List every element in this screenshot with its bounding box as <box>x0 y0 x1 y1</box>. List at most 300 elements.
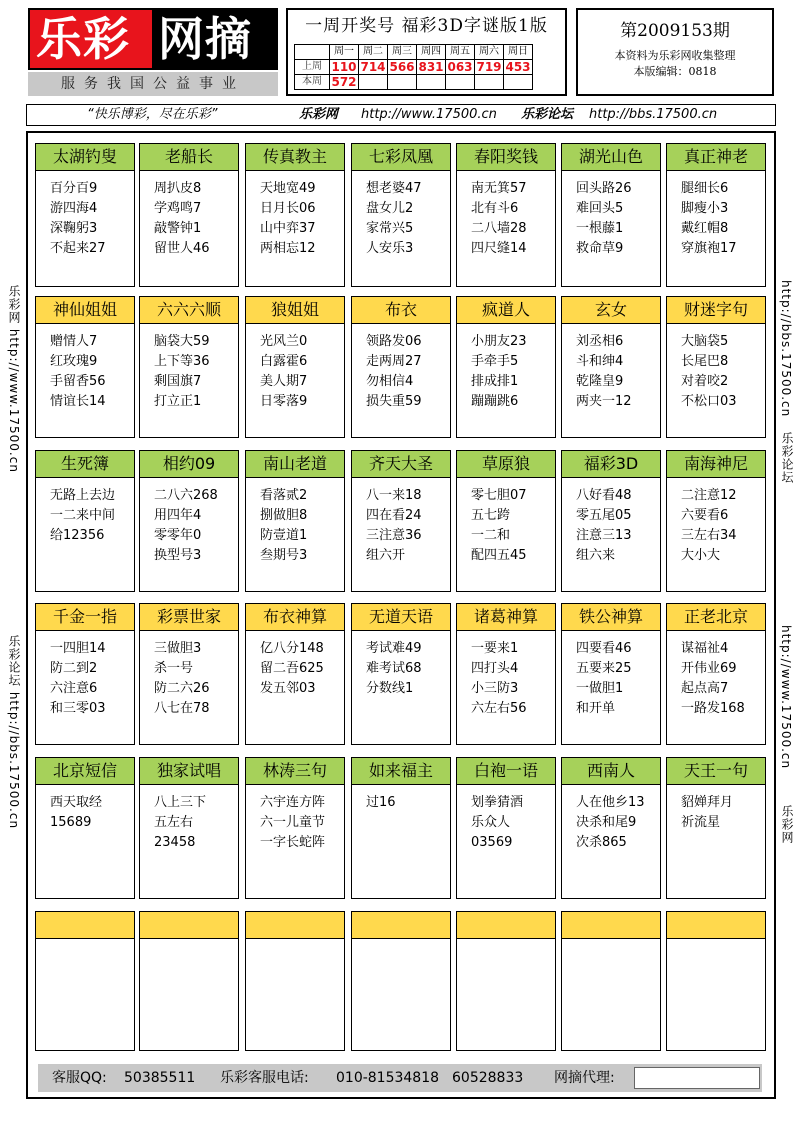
tip-line: 一路发168 <box>681 701 745 716</box>
tip-line: 15689 <box>50 815 92 830</box>
tip-line: 五左右 <box>154 815 194 830</box>
tip-line: 零五尾05 <box>576 508 632 523</box>
tip-line <box>366 699 450 719</box>
tip-card <box>139 450 239 592</box>
draw-number <box>475 75 504 90</box>
tip-line <box>260 853 344 873</box>
tip-card-title: 湖光山色 <box>562 144 660 171</box>
tip-line: 排成排1 <box>471 374 519 389</box>
tip-card-body <box>352 324 450 412</box>
tip-card <box>561 450 661 592</box>
tip-line: 六注意6 <box>50 681 98 696</box>
tip-line: 八好看48 <box>576 488 632 503</box>
tip-line <box>576 987 660 1007</box>
tip-line: 家常兴5 <box>366 221 414 236</box>
tip-card-title: 七彩凤凰 <box>352 144 450 171</box>
banner-site-name: 乐彩网 <box>299 107 339 122</box>
day-header: 周六 <box>475 45 504 60</box>
banner-quote: “快乐博彩，尽在乐彩” <box>87 107 218 122</box>
tip-card <box>351 450 451 592</box>
tip-line: 三做胆3 <box>154 641 202 656</box>
tip-line: 六左右56 <box>471 701 527 716</box>
tip-line: 组六开 <box>366 548 406 563</box>
tip-line: 难考试68 <box>366 661 422 676</box>
tip-line: 和开单 <box>576 701 616 716</box>
tip-card-title: 六六六顺 <box>140 297 238 324</box>
tip-line: 五七跨 <box>471 508 511 523</box>
tip-line <box>471 947 555 967</box>
tip-card <box>666 450 766 592</box>
tip-card-body <box>667 171 765 259</box>
tip-card-body <box>36 171 134 259</box>
tip-line: 看落贰2 <box>260 488 308 503</box>
footer-qq: 50385511 <box>124 1070 196 1086</box>
tip-card-body <box>140 631 238 719</box>
tip-line <box>50 1007 134 1027</box>
tip-line: 一四胆14 <box>50 641 106 656</box>
tip-line <box>366 833 450 853</box>
tip-line: 想老婆47 <box>366 181 422 196</box>
tip-line: 不起来27 <box>50 241 106 256</box>
issue-panel <box>576 8 774 96</box>
tip-line: 划拳猜酒 <box>471 795 524 810</box>
side-right-bottom: 乐彩网 <box>780 805 794 844</box>
tip-line: 六要看6 <box>681 508 729 523</box>
tip-card <box>139 296 239 438</box>
tip-card <box>139 603 239 745</box>
tip-card-title: 白袍一语 <box>457 758 555 785</box>
tip-line: 给12356 <box>50 528 105 543</box>
tip-card <box>351 143 451 287</box>
day-header: 周三 <box>388 45 417 60</box>
tip-line: 山中弈37 <box>260 221 316 236</box>
tip-card <box>561 143 661 287</box>
tip-card-body <box>36 939 134 1027</box>
tip-line: 八七在78 <box>154 701 210 716</box>
tip-card <box>245 450 345 592</box>
tip-card-title: 福彩3D <box>562 451 660 478</box>
tip-line <box>366 947 450 967</box>
tip-line: 走两周27 <box>366 354 422 369</box>
tip-line: 零零年0 <box>154 528 202 543</box>
draw-panel <box>286 8 567 96</box>
tip-line: 人在他乡13 <box>576 795 645 810</box>
tip-card <box>666 757 766 899</box>
tip-line: 穿旗袍17 <box>681 241 737 256</box>
tip-card-title: 狼姐姐 <box>246 297 344 324</box>
tip-card <box>351 757 451 899</box>
tip-line <box>50 947 134 967</box>
draw-number: 719 <box>476 60 502 74</box>
tip-line: 一二来中间 <box>50 508 116 523</box>
tip-card <box>35 603 135 745</box>
tip-card <box>561 296 661 438</box>
tip-card-body <box>246 785 344 873</box>
tip-card-title: 财迷字句 <box>667 297 765 324</box>
tip-card-title <box>352 912 450 939</box>
tip-line: 剩国旗7 <box>154 374 202 389</box>
tip-card-title: 布衣 <box>352 297 450 324</box>
tip-card <box>35 911 135 1051</box>
slogan: 服务我国公益事业 <box>28 72 278 96</box>
tip-card <box>139 911 239 1051</box>
tip-line: 大脑袋5 <box>681 334 729 349</box>
tip-line: 日月长06 <box>260 201 316 216</box>
tip-line <box>154 967 238 987</box>
tip-card-body <box>246 631 344 719</box>
tip-line: 一字长蛇阵 <box>260 835 326 850</box>
tip-line: 斗和绅4 <box>576 354 624 369</box>
tip-card-body <box>352 478 450 566</box>
tip-card <box>666 143 766 287</box>
issue-number: 第2009153期 <box>620 21 730 41</box>
tip-line: 杀一号 <box>154 661 194 676</box>
banner-site-url[interactable]: http://www.17500.cn <box>361 107 497 122</box>
tip-card-title: 神仙姐姐 <box>36 297 134 324</box>
tip-line: 勿相信4 <box>366 374 414 389</box>
tip-card-title: 传真教主 <box>246 144 344 171</box>
tip-card-body <box>352 631 450 719</box>
tip-card <box>35 296 135 438</box>
tip-card <box>456 143 556 287</box>
side-left-top: 乐彩网 http://www.17500.cn <box>7 285 21 473</box>
draw-number: 572 <box>331 75 357 89</box>
tip-line: 一根藤1 <box>576 221 624 236</box>
tip-card-title <box>562 912 660 939</box>
tip-card-body <box>562 171 660 259</box>
tip-line: 西天取经 <box>50 795 103 810</box>
tip-card-body <box>562 478 660 566</box>
tip-line: 对着咬2 <box>681 374 729 389</box>
logo-text-right: 网摘 <box>158 12 252 66</box>
tip-card-title: 南海神尼 <box>667 451 765 478</box>
tip-line: 貂婵拜月 <box>681 795 734 810</box>
tip-card-title: 彩票世家 <box>140 604 238 631</box>
tip-card <box>351 911 451 1051</box>
tip-card <box>456 603 556 745</box>
tip-line: 白露霍6 <box>260 354 308 369</box>
tip-line <box>681 853 765 873</box>
tip-line: 和三零03 <box>50 701 106 716</box>
tip-line <box>576 947 660 967</box>
tip-line <box>50 967 134 987</box>
tip-line: 捌做胆8 <box>260 508 308 523</box>
draw-table <box>294 44 533 90</box>
tip-card-body <box>36 324 134 412</box>
tip-line: 乾隆皇9 <box>576 374 624 389</box>
tip-line: 手牵手5 <box>471 354 519 369</box>
tip-card <box>456 296 556 438</box>
tip-line: 组六来 <box>576 548 616 563</box>
tip-card-body <box>140 478 238 566</box>
tip-line <box>576 853 660 873</box>
tip-line: 开伟业69 <box>681 661 737 676</box>
tip-card <box>139 757 239 899</box>
tip-card <box>666 296 766 438</box>
tip-line: 防二到2 <box>50 661 98 676</box>
tip-line: 四尺缝14 <box>471 241 527 256</box>
tip-card-title: 布衣神算 <box>246 604 344 631</box>
tip-line: 03569 <box>471 835 513 850</box>
tip-line: 发五邻03 <box>260 681 316 696</box>
banner-forum-name: 乐彩论坛 <box>521 107 574 122</box>
tip-card <box>561 911 661 1051</box>
tip-line: 天地宽49 <box>260 181 316 196</box>
tip-line: 情谊长14 <box>50 394 106 409</box>
tip-line: 戴红帽8 <box>681 221 729 236</box>
tip-line: 北有斗6 <box>471 201 519 216</box>
tip-card <box>561 757 661 899</box>
side-right-mid: 乐彩论坛 <box>780 432 794 484</box>
day-header: 周四 <box>417 45 446 60</box>
tip-line: 长尾巴8 <box>681 354 729 369</box>
tip-line <box>50 833 134 853</box>
tip-line <box>50 853 134 873</box>
draw-number: 566 <box>389 60 415 74</box>
tip-line: 无路上去边 <box>50 488 116 503</box>
footer-tel: 010-81534818 <box>336 1070 440 1086</box>
draw-number: 110 <box>331 60 357 74</box>
row-label: 本周 <box>295 75 330 90</box>
day-header: 周日 <box>504 45 533 60</box>
tip-line: 两夹一12 <box>576 394 632 409</box>
tip-card-body <box>457 785 555 873</box>
tip-line <box>681 833 765 853</box>
tip-line <box>366 853 450 873</box>
tip-card-title: 玄女 <box>562 297 660 324</box>
logo-text-left: 乐彩 <box>36 12 130 66</box>
side-right-lower: http://www.17500.cn <box>779 625 793 770</box>
tip-line: 四在看24 <box>366 508 422 523</box>
tip-line: 注意三13 <box>576 528 632 543</box>
tip-line: 一做胆1 <box>576 681 624 696</box>
tip-line: 腿细长6 <box>681 181 729 196</box>
tip-card-body <box>140 785 238 873</box>
draw-number <box>504 75 533 90</box>
banner-forum-url[interactable]: http://bbs.17500.cn <box>589 107 718 122</box>
side-right-top: http://bbs.17500.cn <box>779 280 793 418</box>
footer <box>38 1064 762 1092</box>
tip-line: 大小大 <box>681 548 721 563</box>
tip-card-title: 齐天大圣 <box>352 451 450 478</box>
draw-number: 453 <box>505 60 531 74</box>
side-left-bottom: 乐彩论坛 http://bbs.17500.cn <box>7 635 21 830</box>
tip-line: 防二六26 <box>154 681 210 696</box>
tip-card-title: 千金一指 <box>36 604 134 631</box>
tip-line: 起点高7 <box>681 681 729 696</box>
tip-card-body <box>667 324 765 412</box>
draw-title: 一周开奖号 福彩3D字谜版1版 <box>305 16 548 36</box>
tip-line: 八上三下 <box>154 795 207 810</box>
tip-line: 祈流星 <box>681 815 721 830</box>
tip-line: 二八墙28 <box>471 221 527 236</box>
tip-line: 周扒皮8 <box>154 181 202 196</box>
tip-card-title <box>667 912 765 939</box>
tip-line <box>260 699 344 719</box>
tip-line <box>50 987 134 1007</box>
tip-line: 四打头4 <box>471 661 519 676</box>
tip-line: 脑袋大59 <box>154 334 210 349</box>
tip-card-title: 西南人 <box>562 758 660 785</box>
tip-card-title: 正老北京 <box>667 604 765 631</box>
tip-card-title: 南山老道 <box>246 451 344 478</box>
tip-card-title: 老船长 <box>140 144 238 171</box>
agent-input-box[interactable] <box>634 1067 760 1089</box>
tip-card <box>35 757 135 899</box>
tip-card-body <box>562 785 660 873</box>
tip-line: 刘丞相6 <box>576 334 624 349</box>
tip-card-body <box>667 939 765 1027</box>
tip-card-title: 如来福主 <box>352 758 450 785</box>
tip-line <box>471 853 555 873</box>
tip-line: 用四年4 <box>154 508 202 523</box>
tip-card-body <box>140 324 238 412</box>
tip-card-title: 北京短信 <box>36 758 134 785</box>
tip-card <box>245 143 345 287</box>
draw-number: 063 <box>447 60 473 74</box>
tip-card <box>245 603 345 745</box>
tip-line: 三注意36 <box>366 528 422 543</box>
footer-tel-label: 乐彩客服电话: <box>220 1070 309 1086</box>
tip-line: 领路发06 <box>366 334 422 349</box>
tip-card <box>139 143 239 287</box>
tip-line: 叁期号3 <box>260 548 308 563</box>
tip-line: 三左右34 <box>681 528 737 543</box>
tip-card-title: 林涛三句 <box>246 758 344 785</box>
tip-card-title: 无道天语 <box>352 604 450 631</box>
tip-card-body <box>667 478 765 566</box>
tip-card-body <box>457 478 555 566</box>
tip-line: 上下等36 <box>154 354 210 369</box>
day-header: 周二 <box>359 45 388 60</box>
tip-card-body <box>36 478 134 566</box>
tip-card-title <box>246 912 344 939</box>
tip-card-body <box>457 324 555 412</box>
tip-line: 换型号3 <box>154 548 202 563</box>
tip-card-body <box>246 324 344 412</box>
tip-card <box>351 296 451 438</box>
tip-card <box>35 450 135 592</box>
day-header: 周一 <box>330 45 359 60</box>
tip-card-body <box>352 171 450 259</box>
tip-line <box>681 987 765 1007</box>
tip-line: 八一来18 <box>366 488 422 503</box>
tip-line: 亿八分148 <box>260 641 324 656</box>
tip-card <box>245 911 345 1051</box>
tip-line: 23458 <box>154 835 196 850</box>
tip-card-body <box>667 785 765 873</box>
tip-card <box>456 911 556 1051</box>
tip-line <box>681 947 765 967</box>
logo <box>28 8 278 70</box>
tip-card-title: 天王一句 <box>667 758 765 785</box>
tip-line: 小三防3 <box>471 681 519 696</box>
tip-card <box>666 603 766 745</box>
row-label: 上周 <box>295 60 330 75</box>
tip-card <box>35 143 135 287</box>
tip-card-title <box>457 912 555 939</box>
tip-line: 手留香56 <box>50 374 106 389</box>
tip-line: 配四五45 <box>471 548 527 563</box>
tip-line: 五要来25 <box>576 661 632 676</box>
tip-line <box>154 853 238 873</box>
tip-line: 难回头5 <box>576 201 624 216</box>
tip-line: 赠情人7 <box>50 334 98 349</box>
tip-line: 不松口03 <box>681 394 737 409</box>
draw-corner <box>295 45 330 60</box>
tip-line: 红玫瑰9 <box>50 354 98 369</box>
tip-line <box>471 1007 555 1027</box>
tip-line: 脚瘦小3 <box>681 201 729 216</box>
tip-card <box>456 450 556 592</box>
tip-line: 学鸡鸣7 <box>154 201 202 216</box>
tip-line <box>366 967 450 987</box>
tip-card <box>561 603 661 745</box>
banner <box>26 104 776 126</box>
tip-card <box>456 757 556 899</box>
tip-line: 留二吾625 <box>260 661 324 676</box>
issue-editor: 本版编辑：0818 <box>633 65 717 78</box>
tip-line: 决杀和尾9 <box>576 815 637 830</box>
tip-line: 防壹道1 <box>260 528 308 543</box>
tip-line: 打立正1 <box>154 394 202 409</box>
tip-card-body <box>352 939 450 1027</box>
tip-card-title: 生死簿 <box>36 451 134 478</box>
tip-card-title: 铁公神算 <box>562 604 660 631</box>
tip-line: 谋福祉4 <box>681 641 729 656</box>
draw-number <box>446 75 475 90</box>
tip-line: 救命草9 <box>576 241 624 256</box>
tip-card-body <box>457 631 555 719</box>
tip-card-title <box>140 912 238 939</box>
tip-line: 考试难49 <box>366 641 422 656</box>
draw-number <box>359 75 388 90</box>
issue-source: 本资料为乐彩网收集整理 <box>614 49 736 62</box>
tip-line <box>260 1007 344 1027</box>
tip-line <box>260 987 344 1007</box>
tip-card-title: 诸葛神算 <box>457 604 555 631</box>
tip-line: 深鞠躬3 <box>50 221 98 236</box>
tip-card-body <box>562 631 660 719</box>
tip-card-title: 独家试唱 <box>140 758 238 785</box>
tip-line <box>681 967 765 987</box>
tip-card-body <box>352 785 450 873</box>
tip-line: 两相忘12 <box>260 241 316 256</box>
tip-card-body <box>246 939 344 1027</box>
tip-line: 一要来1 <box>471 641 519 656</box>
tip-card-title: 草原狼 <box>457 451 555 478</box>
tip-card-body <box>140 939 238 1027</box>
tip-line <box>576 1007 660 1027</box>
tip-line <box>366 1007 450 1027</box>
tip-line: 二八六268 <box>154 488 218 503</box>
tip-line: 过16 <box>366 795 396 810</box>
tip-card-body <box>36 631 134 719</box>
tip-line: 损失重59 <box>366 394 422 409</box>
tip-line: 光风兰0 <box>260 334 308 349</box>
tip-line: 四要看46 <box>576 641 632 656</box>
tip-card <box>666 911 766 1051</box>
tip-line <box>681 1007 765 1027</box>
tip-card-body <box>562 324 660 412</box>
tip-line: 六宇连方阵 <box>260 795 326 810</box>
tip-line: 人安乐3 <box>366 241 414 256</box>
footer-qq-label: 客服QQ: <box>52 1070 107 1086</box>
tip-line: 敲警钟1 <box>154 221 202 236</box>
draw-number <box>417 75 446 90</box>
tip-card <box>245 296 345 438</box>
tip-card-body <box>667 631 765 719</box>
